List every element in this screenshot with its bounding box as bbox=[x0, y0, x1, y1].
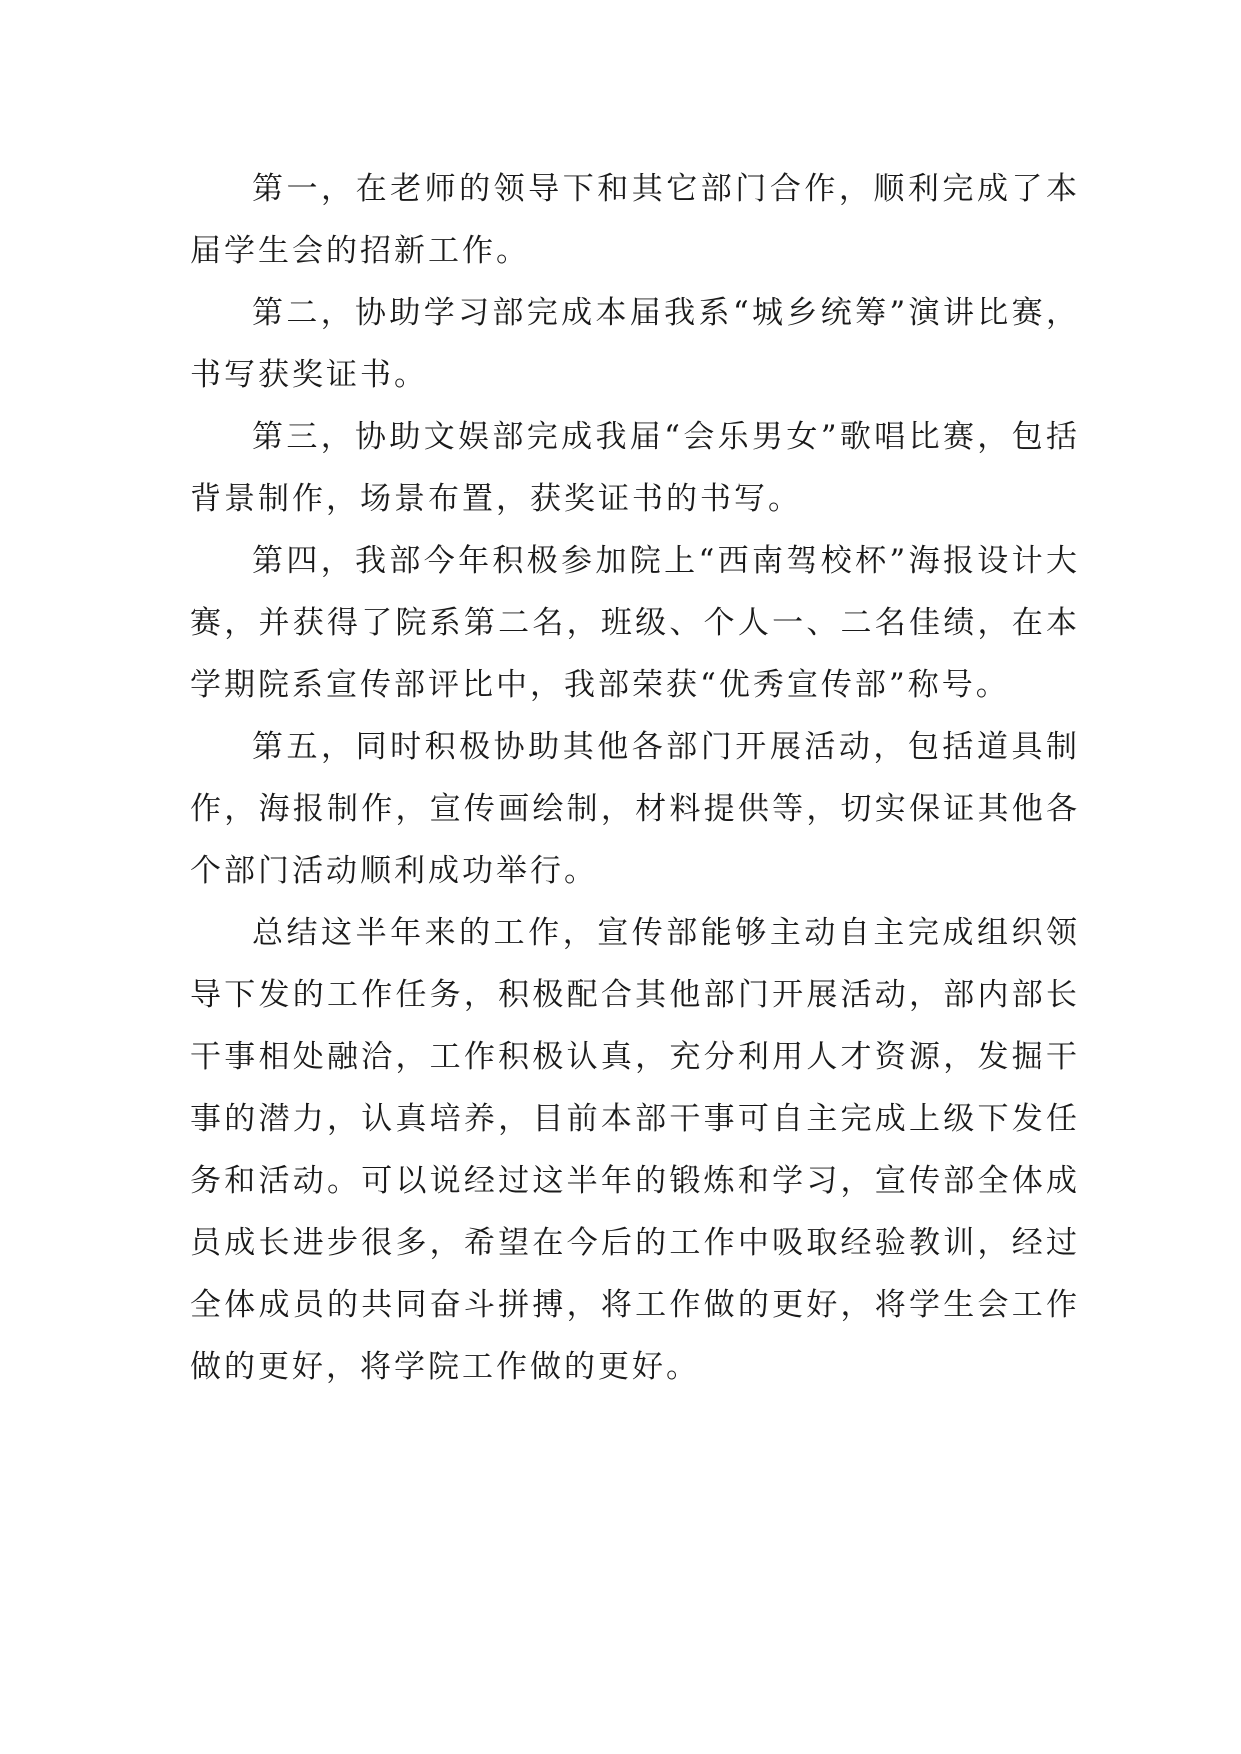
paragraph-3: 第三，协助文娱部完成我届“会乐男女”歌唱比赛，包括背景制作，场景布置，获奖证书的书写。 bbox=[190, 419, 1080, 517]
paragraph-summary: 总结这半年来的工作，宣传部能够主动自主完成组织领导下发的工作任务，积极配合其他部门开展活动，部内部长干事相处融洽，工作积极认真，充分利用人才资源，发掘干事的潜力，认真培养，目前本部干事可自主完成上级下发任务和活动。可以说经过这半年的锻炼和学习，宣传部全体成员成长进步很多，希望在今后的工作中吸取经验教训，经过全体成员的共同奋斗拼搏，将工作做的更好，将学生会工作做的更好，将学院工作做的更好。 bbox=[190, 915, 1080, 1385]
paragraph-2: 第二，协助学习部完成本届我系“城乡统筹”演讲比赛，书写获奖证书。 bbox=[190, 295, 1080, 393]
paragraph-1: 第一，在老师的领导下和其它部门合作，顺利完成了本届学生会的招新工作。 bbox=[190, 171, 1080, 269]
document-body bbox=[190, 158, 1080, 1398]
paragraph-5: 第五，同时积极协助其他各部门开展活动，包括道具制作，海报制作，宣传画绘制，材料提供等，切实保证其他各个部门活动顺利成功举行。 bbox=[190, 729, 1080, 889]
paragraph-4: 第四，我部今年积极参加院上“西南驾校杯”海报设计大赛，并获得了院系第二名，班级、个人一、二名佳绩，在本学期院系宣传部评比中，我部荣获“优秀宣传部”称号。 bbox=[190, 543, 1080, 703]
